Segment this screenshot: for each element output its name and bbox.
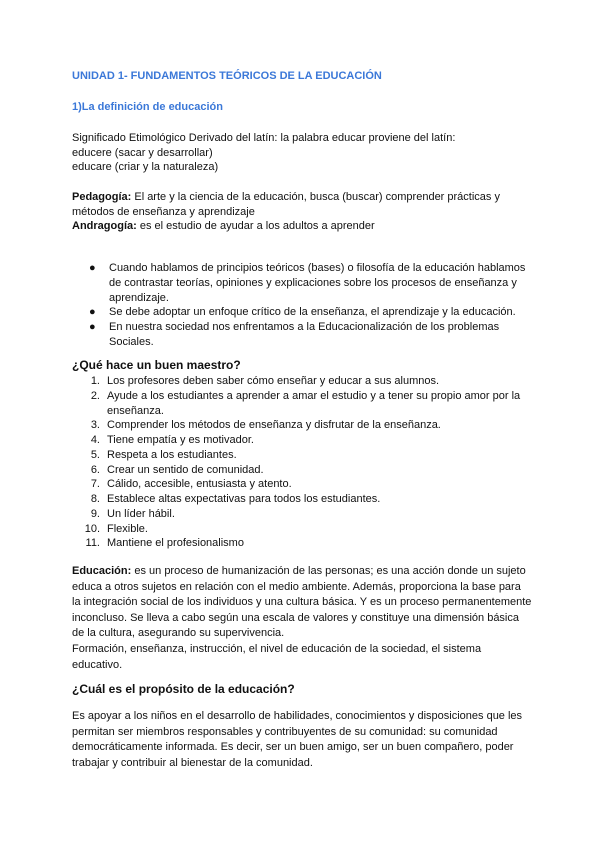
list-item: 10. Flexible.	[84, 522, 148, 535]
list-item: ● Cuando hablamos de principios teóricos (bases) o filosofía de la educación hablamos de contrastar teorías, opiniones y explicaciones sobre los procesos de enseñanza y aprendizaje.	[89, 262, 526, 304]
list-item: 7. Cálido, accesible, entusiasta y atento.	[90, 478, 292, 491]
purpose-question-heading: ¿Cuál es el propósito de la educación?	[72, 682, 295, 696]
education-definition	[72, 564, 532, 642]
etymology-block	[72, 131, 532, 175]
list-item: 6. Crear un sentido de comunidad.	[90, 463, 264, 476]
bullet-icon: ●	[89, 321, 96, 334]
pedagogia-definition	[72, 190, 532, 219]
list-item: 11. Mantiene el profesionalismo	[85, 537, 244, 550]
list-item: 4. Tiene empatía y es motivador.	[90, 434, 254, 446]
bullet-icon: ●	[89, 306, 96, 319]
andragogia-term: Andragogía:	[72, 220, 137, 233]
andragogia-text: es el estudio de ayudar a los adultos a aprender	[136, 220, 375, 233]
principles-list	[72, 261, 532, 350]
pedagogia-text: El arte y la ciencia de la educación, busca (buscar) comprender prácticas y métodos de enseñanza y aprendizaje	[72, 191, 500, 218]
list-item: 8. Establece altas expectativas para todos los estudiantes.	[90, 493, 381, 505]
education-definition-block	[72, 564, 532, 673]
definitions-block	[72, 190, 532, 234]
teacher-list	[72, 374, 532, 551]
andragogia-definition	[72, 219, 532, 234]
teacher-question-heading: ¿Qué hace un buen maestro?	[72, 358, 241, 372]
list-item: 9. Un líder hábil.	[90, 507, 175, 520]
list-item: ● Se debe adoptar un enfoque crítico de la enseñanza, el aprendizaje y la educación.	[89, 306, 516, 319]
etymology-line: educere (sacar y desarrollar)	[72, 146, 213, 159]
list-item: 3. Comprender los métodos de enseñanza y disfrutar de la enseñanza.	[90, 419, 441, 432]
list-item: 1. Los profesores deben saber cómo enseñar y educar a sus alumnos.	[90, 375, 440, 387]
etymology-line: Significado Etimológico Derivado del latín: la palabra educar proviene del latín:	[72, 132, 456, 144]
purpose-text: Es apoyar a los niños en el desarrollo de habilidades, conocimientos y disposiciones que les permitan ser miembros responsables y contribuyentes de su comunidad: su comunidad democráticamente informada. Es decir, ser un buen amigo, ser un buen compañero, poder trabajar y contribuir al bienestar de la comunidad.	[72, 710, 523, 769]
education-text: es un proceso de humanización de las personas; es una acción donde un sujeto educa a otros sujetos en relación con el medio ambiente. Además, proporciona la base para la integración social de los individuos y una cultura básica. Y es un proceso permanentemente inconcluso. Se lleva a cabo según una escala de valores y constituye una dimensión básica de la cultura, asegurando su supervivencia.	[72, 565, 532, 640]
pedagogia-term: Pedagogía:	[72, 191, 132, 203]
education-term: Educación:	[72, 565, 132, 577]
section-title: 1)La definición de educación	[72, 101, 223, 113]
education-line: Formación, enseñanza, instrucción, el nivel de educación de la sociedad, el sistema educativo.	[72, 642, 482, 671]
bullet-icon: ●	[89, 262, 96, 274]
list-item: ● En nuestra sociedad nos enfrentamos a la Educacionalización de los problemas Sociales.	[89, 321, 500, 348]
etymology-line: educare (criar y la naturaleza)	[72, 161, 219, 174]
purpose-block	[72, 709, 532, 771]
list-item: 2. Ayude a los estudiantes a aprender a amar el estudio y a tener su propio amor por la enseñanza.	[90, 389, 521, 417]
unit-title: UNIDAD 1- FUNDAMENTOS TEÓRICOS DE LA EDUCACIÓN	[72, 70, 382, 82]
list-item: 5. Respeta a los estudiantes.	[90, 448, 237, 461]
